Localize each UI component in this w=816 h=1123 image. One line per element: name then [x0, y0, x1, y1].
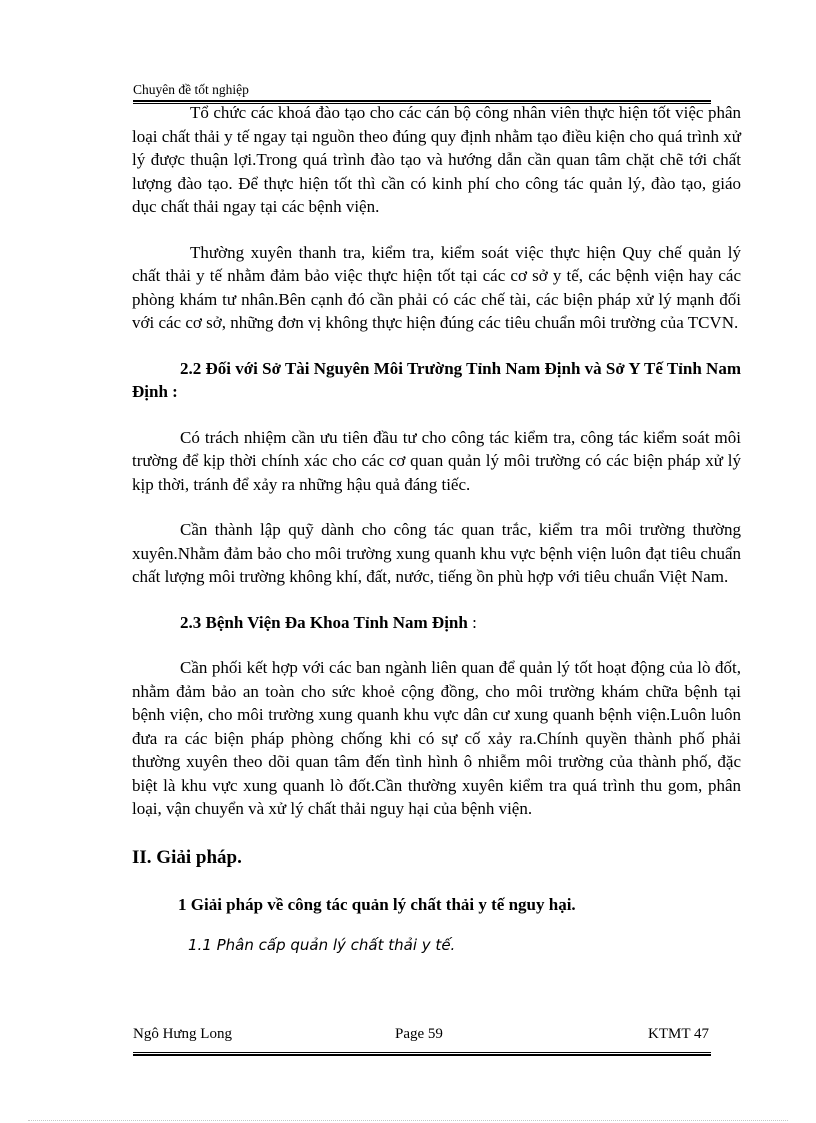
footer-author: Ngô Hưng Long [133, 1026, 232, 1042]
spacer [132, 404, 741, 426]
footer-class: KTMT 47 [648, 1026, 709, 1042]
heading-1: 1 Giải pháp về công tác quản lý chất thải y tế nguy hại. [178, 894, 576, 914]
paragraph-hospital: Cần phối kết hợp với các ban ngành liên quan để quản lý tốt hoạt động của lò đốt, nhằm đảm bảo an toàn cho sức khoẻ cộng đồng, cho môi trường khám chữa bệnh tại bệnh viện, cho môi trường xung quanh khu vực dân cư xung quanh bệnh viện.Luôn luôn đưa ra các biện pháp phòng chống khi có sự cố xảy ra.Chính quyền thành phố phải thường xuyên theo dõi quan tâm đến tình hình ô nhiễm môi trường của thành phố, đặc biệt là khu vực xung quanh lò đốt.Cần thường xuyên kiểm tra quá trình thu gom, phân loại, vận chuyển và xử lý chất thải nguy hại của bệnh viện. [132, 658, 741, 818]
spacer [132, 916, 741, 934]
heading-2-3 [132, 611, 741, 635]
running-header: Chuyên đề tốt nghiệp [133, 82, 249, 97]
page-content [132, 101, 741, 958]
footer-rule [133, 1052, 711, 1056]
paragraph-training: Tổ chức các khoá đào tạo cho các cán bộ công nhân viên thực hiện tốt việc phân loại chất thải y tế ngay tại nguồn theo đúng quy định nhằm tạo điều kiện cho quá trình xử lý được thuận lợi.Trong quá trình đào tạo và hướng dẫn cần quan tâm chặt chẽ tới chất lượng đào tạo. Để thực hiện tốt thì cần có kinh phí cho công tác quản lý, đào tạo, giáo dục chất thải ngay tại các bệnh viện. [132, 103, 741, 216]
spacer [132, 496, 741, 518]
spacer [132, 634, 741, 656]
footer-page-number: Page 59 [395, 1026, 443, 1042]
heading-2-3-suffix: : [467, 612, 477, 632]
heading-2-2: 2.2 Đối với Sở Tài Nguyên Môi Trường Tỉnh Nam Định và Sở Y Tế Tỉnh Nam Định : [132, 358, 741, 401]
spacer [132, 871, 741, 893]
paragraph-inspection: Thường xuyên thanh tra, kiểm tra, kiểm soát việc thực hiện Quy chế quản lý chất thải y tế nhằm đảm bảo việc thực hiện tốt tại các cơ sở y tế, các bệnh viện hay các phòng khám tư nhân.Bên cạnh đó cần phải có các chế tài, các biện pháp xử lý mạnh đối với các cơ sở, những đơn vị không thực hiện đúng các tiêu chuẩn môi trường của TCVN. [132, 242, 741, 332]
page-edge-marker [28, 1120, 788, 1121]
spacer [132, 589, 741, 611]
spacer [132, 821, 741, 845]
spacer [132, 219, 741, 241]
heading-1-1: 1.1 Phân cấp quản lý chất thải y tế. [188, 936, 456, 954]
heading-roman-ii: II. Giải pháp. [132, 846, 242, 868]
paragraph-responsibility: Có trách nhiệm cần ưu tiên đầu tư cho công tác kiểm tra, công tác kiểm soát môi trường để kịp thời chính xác cho các cơ quan quản lý môi trường có các biện pháp xử lý kịp thời, tránh để xảy ra những hậu quả đáng tiếc. [132, 427, 741, 494]
heading-2-3-text: 2.3 Bệnh Viện Đa Khoa Tỉnh Nam Định [180, 612, 468, 632]
spacer [132, 335, 741, 357]
paragraph-fund: Cần thành lập quỹ dành cho công tác quan trắc, kiểm tra môi trường thường xuyên.Nhằm đảm bảo cho môi trường xung quanh khu vực bệnh viện luôn đạt tiêu chuẩn chất lượng môi trường không khí, đất, nước, tiếng ồn phù hợp với tiêu chuẩn Việt Nam. [132, 520, 741, 586]
